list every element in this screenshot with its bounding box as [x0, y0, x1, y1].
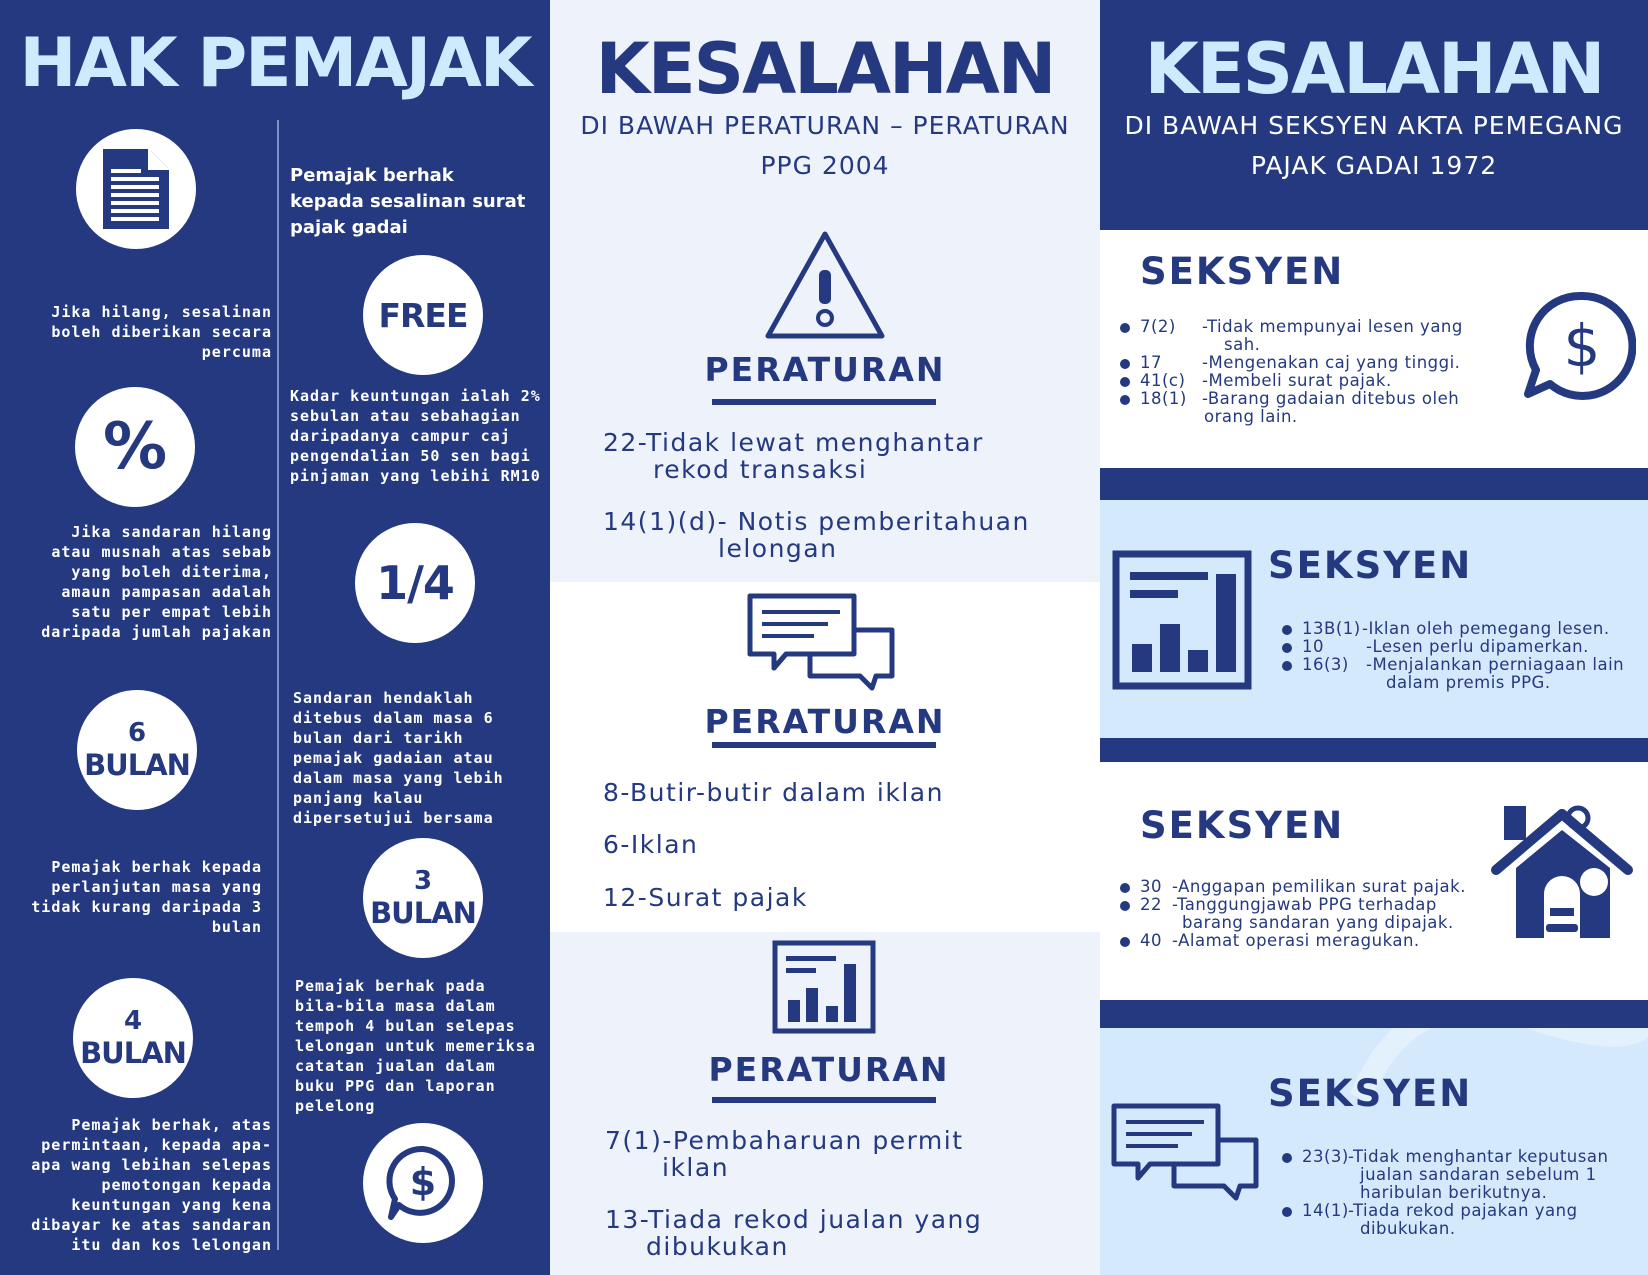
seksyen-list-3: [1120, 878, 1510, 950]
copy-text: Pemajak berhak kepada sesalinan surat pajak gadai: [290, 165, 526, 238]
list-item-cont: dalam premis PPG.: [1386, 673, 1551, 692]
bullet-icon: [1120, 323, 1130, 333]
percent-text: Kadar keuntungan ialah 2% sebulan atau sebahagian daripadanya campur caj pengendalian 50 sen bagi pinjaman yang lebihi RM10: [290, 387, 541, 485]
bullet-icon: [1120, 359, 1130, 369]
bullet-icon: [1282, 661, 1292, 671]
document-circle: [76, 129, 196, 249]
list-item: 17 -Mengenakan caj yang tinggi.: [1120, 354, 1520, 372]
mid-item-3b: 13-Tiada rekod jualan yang: [605, 1205, 983, 1234]
right-title: KESALAHAN: [1144, 28, 1604, 110]
left-divider: [277, 120, 279, 1250]
list-item: 16(3) -Menjalankan perniagaan lain: [1282, 656, 1642, 674]
four-unit: BULAN: [80, 1036, 186, 1070]
quarter-label: 1/4: [376, 556, 454, 610]
seksyen-list-2: [1282, 620, 1642, 692]
mid-item-3a-cont: iklan: [662, 1153, 730, 1182]
dollar-chat-icon: [1520, 290, 1636, 402]
free-text: Jika hilang, sesalinan boleh diberikan secara percuma: [51, 303, 272, 361]
list-item: 41(c) -Membeli surat pajak.: [1120, 372, 1520, 390]
chat-icon: [746, 592, 898, 692]
bullet-icon: [1120, 395, 1130, 405]
seksyen-heading-2: SEKSYEN: [1268, 544, 1473, 587]
bullet-icon: [1282, 643, 1292, 653]
dollar-chat-icon: [383, 1143, 463, 1223]
middle-title: KESALAHAN: [595, 28, 1055, 110]
mid-item-2b: 6-Iklan: [603, 830, 699, 859]
peraturan-heading-1: PERATURAN: [704, 350, 946, 389]
list-item: 40 -Alamat operasi meragukan.: [1120, 932, 1510, 950]
middle-subtitle-1: DI BAWAH PERATURAN – PERATURAN: [580, 111, 1070, 140]
bullet-icon: [1282, 1207, 1292, 1217]
seksyen-list-4: [1282, 1148, 1642, 1238]
seksyen-heading-3: SEKSYEN: [1140, 804, 1345, 847]
left-title: HAK PEMAJAK: [19, 24, 531, 103]
right-subtitle-2: PAJAK GADAI 1972: [1250, 151, 1498, 180]
seksyen-card-2: [1100, 500, 1648, 738]
list-item: 10 -Lesen perlu dipamerkan.: [1282, 638, 1642, 656]
list-item-cont: sah.: [1224, 335, 1261, 354]
percent-circle: [75, 387, 195, 507]
six-num: 6: [127, 718, 147, 748]
mid-item-1b-cont: lelongan: [718, 534, 838, 563]
four-month-text: Pemajak berhak pada bila-bila masa dalam tempoh 4 bulan selepas lelongan untuk memeriksa catatan jualan dalam buku PPG dan laporan pelelong: [295, 977, 536, 1115]
list-item: 7(2) -Tidak mempunyai lesen yang: [1120, 318, 1520, 336]
list-item-cont: orang lain.: [1204, 407, 1298, 426]
warning-icon: [762, 228, 888, 342]
seksyen-heading-4: SEKSYEN: [1268, 1072, 1473, 1115]
mid-item-1b: 14(1)(d)- Notis pemberitahuan: [603, 507, 1030, 536]
svg-text:$: $: [1563, 312, 1601, 380]
document-icon: [101, 147, 171, 231]
quarter-circle: [355, 523, 475, 643]
seksyen-card-4: [1100, 1028, 1648, 1275]
list-item-cont: jualan sandaran sebelum 1: [1360, 1165, 1597, 1184]
peraturan-heading-3: PERATURAN: [708, 1050, 950, 1089]
list-item: 22 -Tanggungjawab PPG terhadap: [1120, 896, 1510, 914]
middle-subtitle-2: PPG 2004: [760, 151, 890, 180]
bullet-icon: [1282, 625, 1292, 635]
three-num: 3: [413, 866, 433, 896]
peraturan-underline-3: [712, 1097, 936, 1103]
house-icon: [1488, 804, 1636, 944]
middle-panel: [550, 0, 1100, 1275]
peraturan-heading-2: PERATURAN: [704, 702, 946, 741]
free-circle: [363, 255, 483, 375]
list-item: 30 -Anggapan pemilikan surat pajak.: [1120, 878, 1510, 896]
six-unit: BULAN: [84, 748, 190, 782]
four-month-circle: [73, 978, 193, 1098]
three-unit: BULAN: [370, 896, 476, 930]
list-item-cont: barang sandaran yang dipajak.: [1182, 913, 1454, 932]
chart-icon: [772, 940, 876, 1034]
svg-text:$: $: [409, 1160, 437, 1204]
right-subtitle-1: DI BAWAH SEKSYEN AKTA PEMEGANG: [1124, 111, 1624, 140]
bullet-icon: [1120, 883, 1130, 893]
mid-item-3a: 7(1)-Pembaharuan permit: [605, 1126, 964, 1155]
six-month-circle: [77, 690, 197, 810]
three-month-text: Pemajak berhak kepada perlanjutan masa yang tidak kurang daripada 3 bulan: [31, 858, 262, 936]
list-item: 23(3) -Tidak menghantar keputusan: [1282, 1148, 1642, 1166]
seksyen-card-1: [1100, 230, 1648, 468]
list-item-cont: dibukukan.: [1360, 1219, 1456, 1238]
free-label: FREE: [378, 295, 468, 335]
bullet-icon: [1120, 937, 1130, 947]
mid-item-2a: 8-Butir-butir dalam iklan: [603, 778, 944, 807]
list-item-cont: haribulan berikutnya.: [1360, 1183, 1548, 1202]
peraturan-underline-2: [712, 742, 936, 748]
mid-item-1a: 22-Tidak lewat menghantar: [603, 428, 984, 457]
bullet-icon: [1282, 1153, 1292, 1163]
list-item: 14(1) -Tiada rekod pajakan yang: [1282, 1202, 1642, 1220]
list-item: 18(1) -Barang gadaian ditebus oleh: [1120, 390, 1520, 408]
seksyen-list-1: [1120, 318, 1520, 426]
seksyen-heading-1: SEKSYEN: [1140, 250, 1345, 293]
right-panel: [1100, 0, 1648, 1275]
chat-icon: [1110, 1102, 1262, 1202]
quarter-text: Jika sandaran hilang atau musnah atas sebab yang boleh diterima, amaun pampasan adalah satu per empat lebih daripada jumlah pajakan: [41, 523, 272, 641]
mid-item-2c: 12-Surat pajak: [603, 883, 808, 912]
three-month-circle: [363, 838, 483, 958]
bullet-icon: [1120, 901, 1130, 911]
chart-icon: [1112, 550, 1252, 690]
four-num: 4: [123, 1006, 143, 1036]
six-month-text: Sandaran hendaklah ditebus dalam masa 6 bulan dari tarikh pemajak gadaian atau dalam masa yang lebih panjang kalau dipersetujui bersama: [293, 689, 504, 827]
percent-icon: %: [102, 410, 168, 484]
list-item: 13B(1) -Iklan oleh pemegang lesen.: [1282, 620, 1642, 638]
left-panel: [0, 0, 550, 1275]
mid-item-3b-cont: dibukukan: [646, 1232, 789, 1261]
peraturan-underline-1: [712, 399, 936, 405]
dollar-text: Pemajak berhak, atas permintaan, kepada apa-apa wang lebihan selepas pemotongan kepada keuntungan yang kena dibayar ke atas sandaran itu dan kos lelongan: [31, 1116, 272, 1254]
mid-item-1a-cont: rekod transaksi: [653, 455, 868, 484]
dollar-circle: [363, 1123, 483, 1243]
seksyen-card-3: [1100, 762, 1648, 1000]
bullet-icon: [1120, 377, 1130, 387]
